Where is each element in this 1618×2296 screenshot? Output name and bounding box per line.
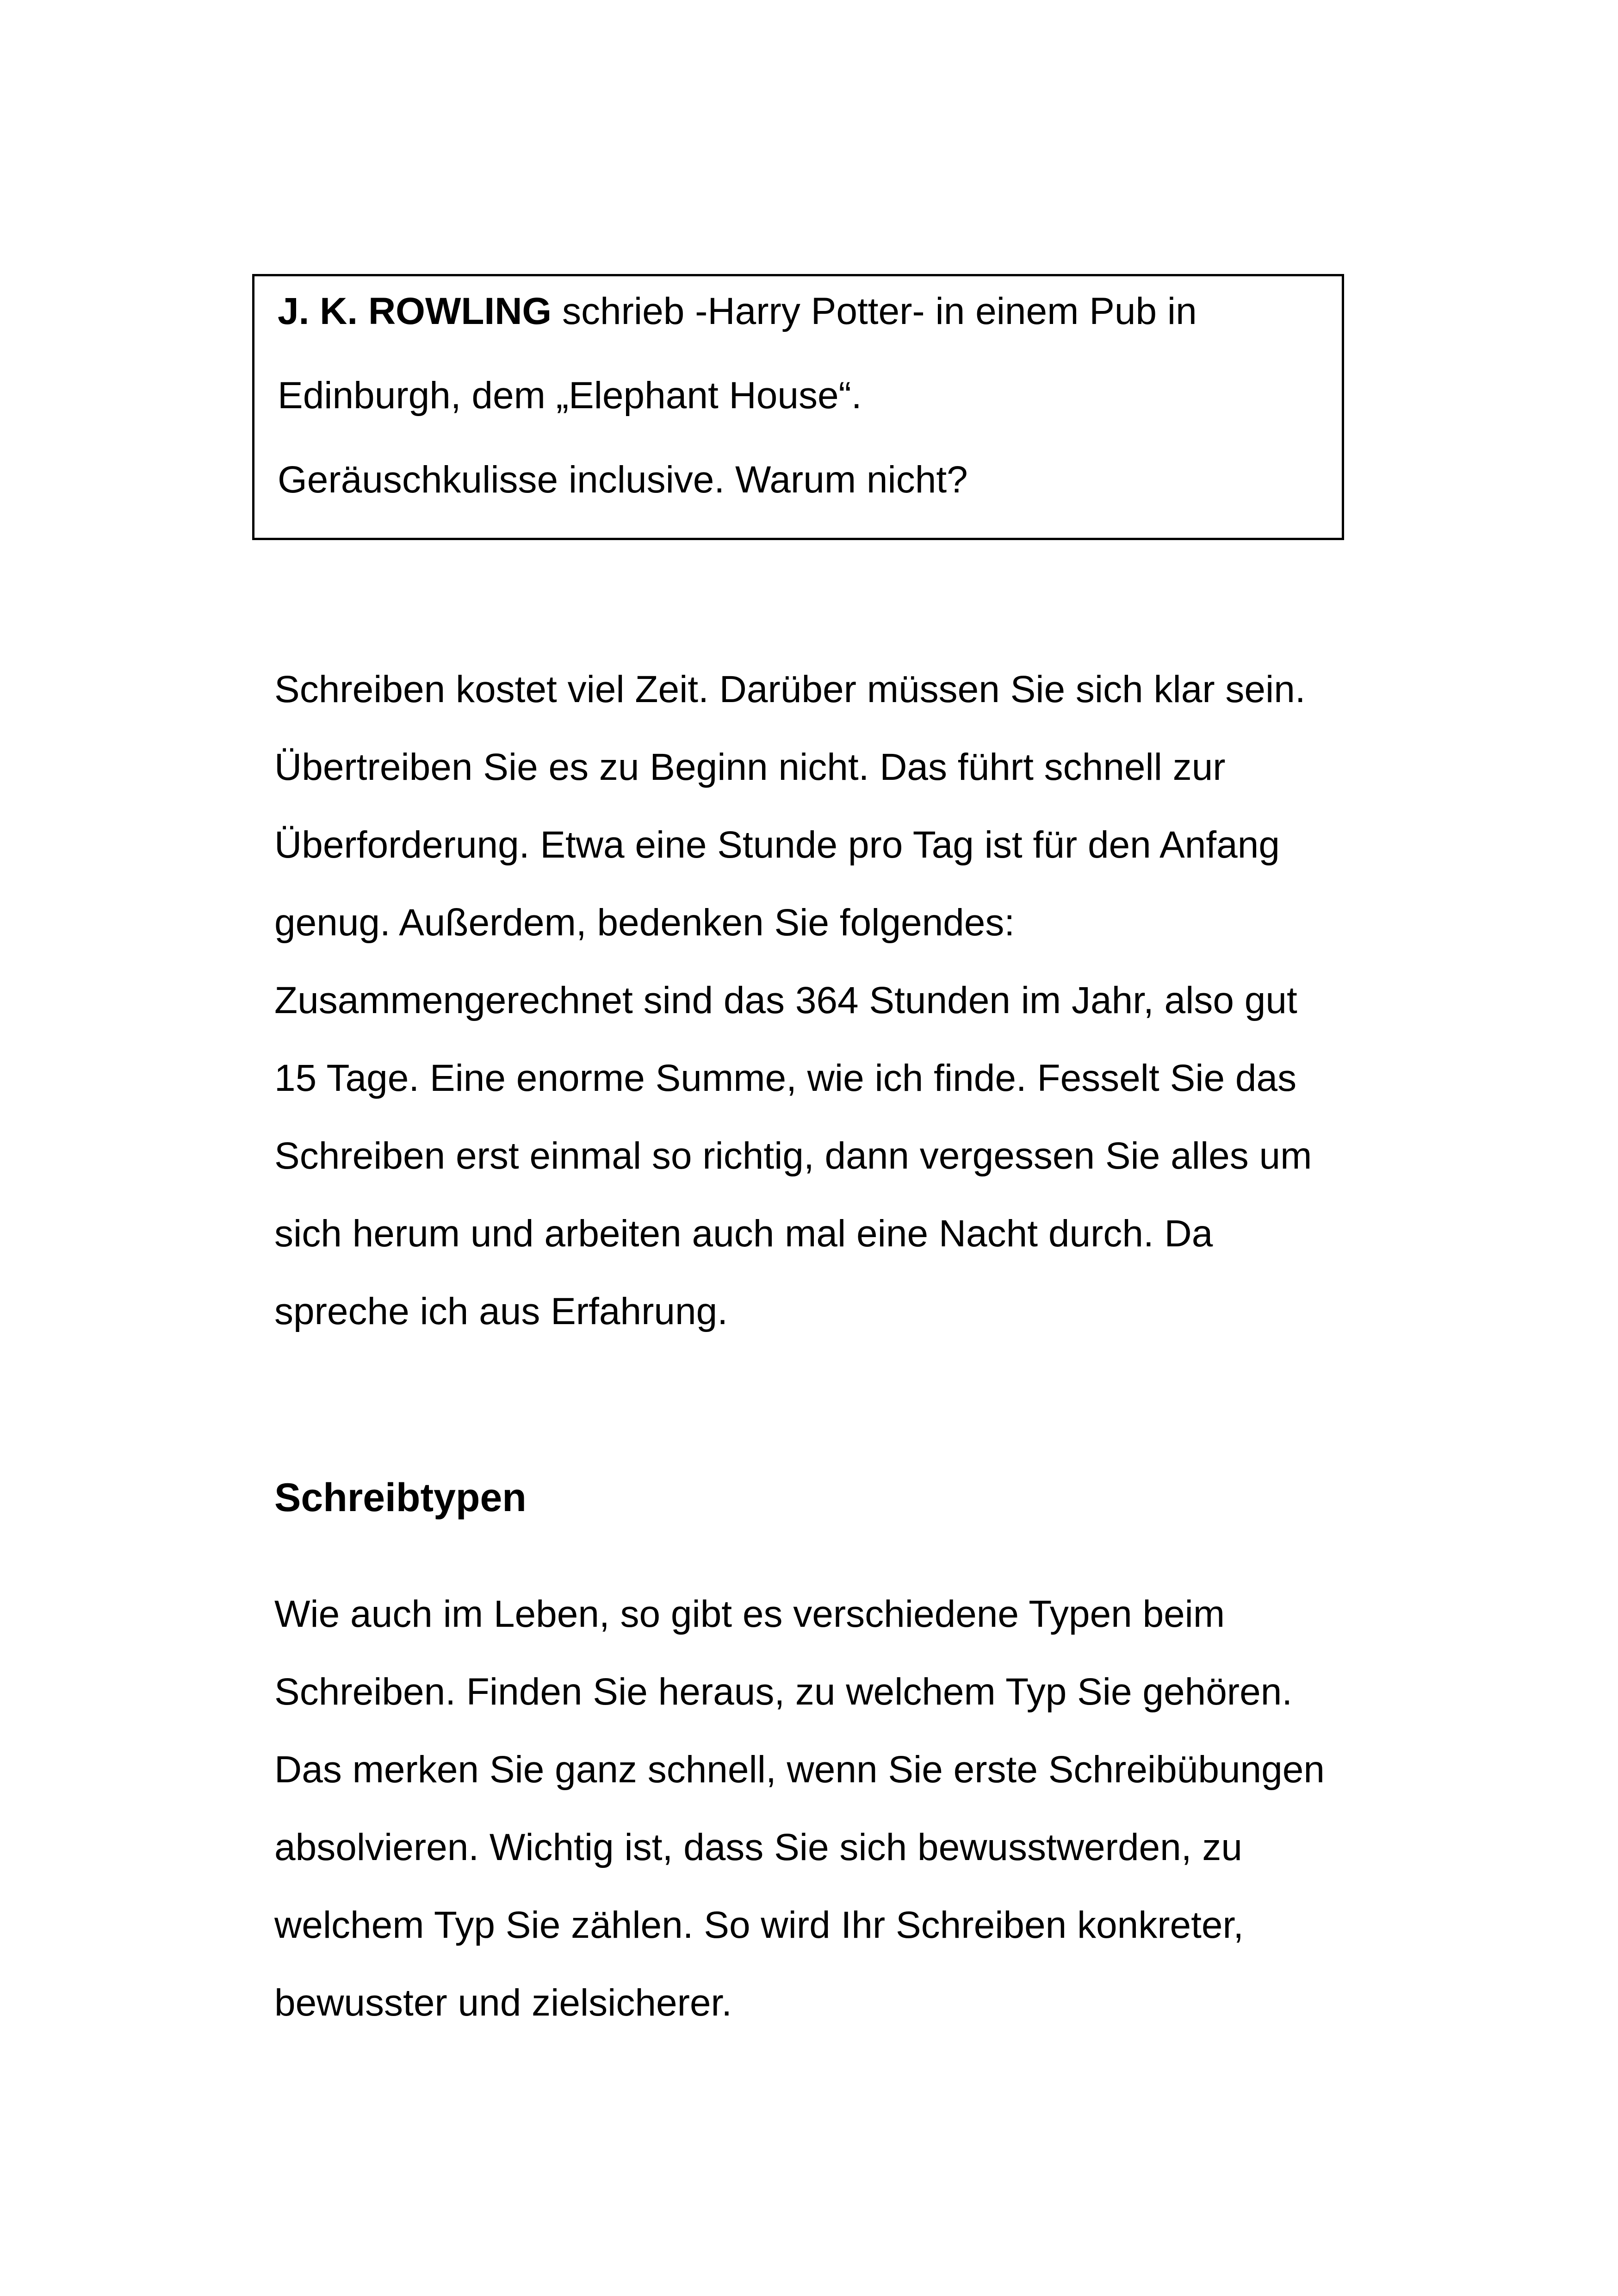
quote-line-1-text: schrieb -Harry Potter- in einem Pub in [552, 290, 1197, 332]
paragraph-line: sich herum und arbeiten auch mal eine Nacht durch. Da [274, 1213, 1213, 1255]
quote-line-3: Geräuschkulisse inclusive. Warum nicht? [278, 459, 968, 501]
paragraph-line: absolvieren. Wichtig ist, dass Sie sich bewusstwerden, zu [274, 1826, 1242, 1868]
paragraph-line: 15 Tage. Eine enorme Summe, wie ich finde. Fesselt Sie das [274, 1057, 1297, 1099]
paragraph-line: welchem Typ Sie zählen. So wird Ihr Schreiben konkreter, [274, 1904, 1244, 1946]
paragraph-line: Wie auch im Leben, so gibt es verschiedene Typen beim [274, 1593, 1225, 1635]
quote-box [252, 274, 1344, 540]
paragraph-line: Schreiben. Finden Sie heraus, zu welchem Typ Sie gehören. [274, 1671, 1293, 1713]
paragraph-line: Übertreiben Sie es zu Beginn nicht. Das führt schnell zur [274, 746, 1226, 788]
quote-line-1 [278, 288, 1197, 335]
author-name: J. K. ROWLING [278, 290, 552, 332]
quote-line-2: Edinburgh, dem „Elephant House“. [278, 374, 862, 417]
paragraph-line: genug. Außerdem, bedenken Sie folgendes: [274, 902, 1015, 944]
paragraph-line: spreche ich aus Erfahrung. [274, 1290, 728, 1332]
paragraph-line: Das merken Sie ganz schnell, wenn Sie erste Schreibübungen [274, 1748, 1325, 1791]
paragraph-line: Schreiben kostet viel Zeit. Darüber müssen Sie sich klar sein. [274, 668, 1306, 710]
paragraph-line: Zusammengerechnet sind das 364 Stunden im Jahr, also gut [274, 979, 1297, 1021]
section-heading: Schreibtypen [274, 1475, 527, 1520]
paragraph-line: bewusster und zielsicherer. [274, 1982, 732, 2024]
paragraph-line: Überforderung. Etwa eine Stunde pro Tag ist für den Anfang [274, 824, 1280, 866]
paragraph-line: Schreiben erst einmal so richtig, dann vergessen Sie alles um [274, 1135, 1312, 1177]
